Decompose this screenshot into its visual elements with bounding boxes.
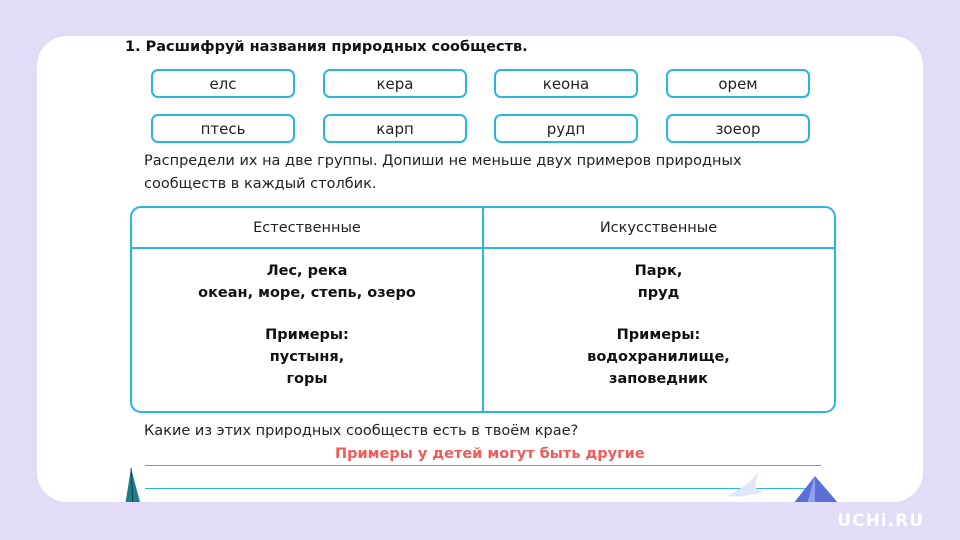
header-artificial: Искусственные — [599, 219, 718, 236]
answer-line — [145, 465, 821, 466]
task-title: 1. Расшифруй названия природных сообществ. — [125, 39, 528, 55]
instruction-line-2: сообществ в каждый столбик. — [144, 176, 377, 192]
natural-examples-label: Примеры: — [265, 327, 349, 343]
answer-note: Примеры у детей могут быть другие — [335, 446, 645, 462]
artificial-example-1: водохранилище, — [587, 349, 730, 365]
natural-line-1: Лес, река — [266, 263, 348, 279]
artificial-examples-label: Примеры: — [616, 327, 701, 343]
tree-illustration — [125, 466, 149, 502]
header-divider — [132, 247, 834, 249]
word-box: зоеор — [666, 114, 810, 143]
answer-line — [145, 488, 821, 489]
artificial-line-1: Парк, — [634, 263, 683, 279]
instruction-line-1: Распредели их на две группы. Допиши не меньше двух примеров природных — [144, 153, 742, 169]
word-box: птесь — [151, 114, 295, 143]
bird-shape — [727, 472, 765, 497]
worksheet-card — [37, 36, 923, 502]
answer-table — [130, 206, 836, 413]
word-box: елс — [151, 69, 295, 98]
word-box: орем — [666, 69, 810, 98]
word-box: рудп — [494, 114, 638, 143]
word-box: кера — [323, 69, 467, 98]
natural-example-2: горы — [286, 371, 328, 387]
bird-illustration — [725, 464, 775, 502]
header-natural: Естественные — [253, 219, 361, 236]
mountain-shape — [793, 476, 839, 502]
mountain-illustration — [793, 474, 843, 502]
natural-line-2: океан, море, степь, озеро — [198, 285, 416, 301]
artificial-line-2: пруд — [637, 285, 680, 301]
brand-logo: UCHi.RU — [837, 511, 924, 531]
question-text: Какие из этих природных сообществ есть в твоём крае? — [144, 423, 579, 439]
word-box: карп — [323, 114, 467, 143]
natural-example-1: пустыня, — [269, 349, 345, 365]
artificial-answers — [483, 260, 834, 390]
word-box: кеона — [494, 69, 638, 98]
natural-answers — [132, 260, 482, 390]
artificial-example-2: заповедник — [609, 371, 708, 387]
